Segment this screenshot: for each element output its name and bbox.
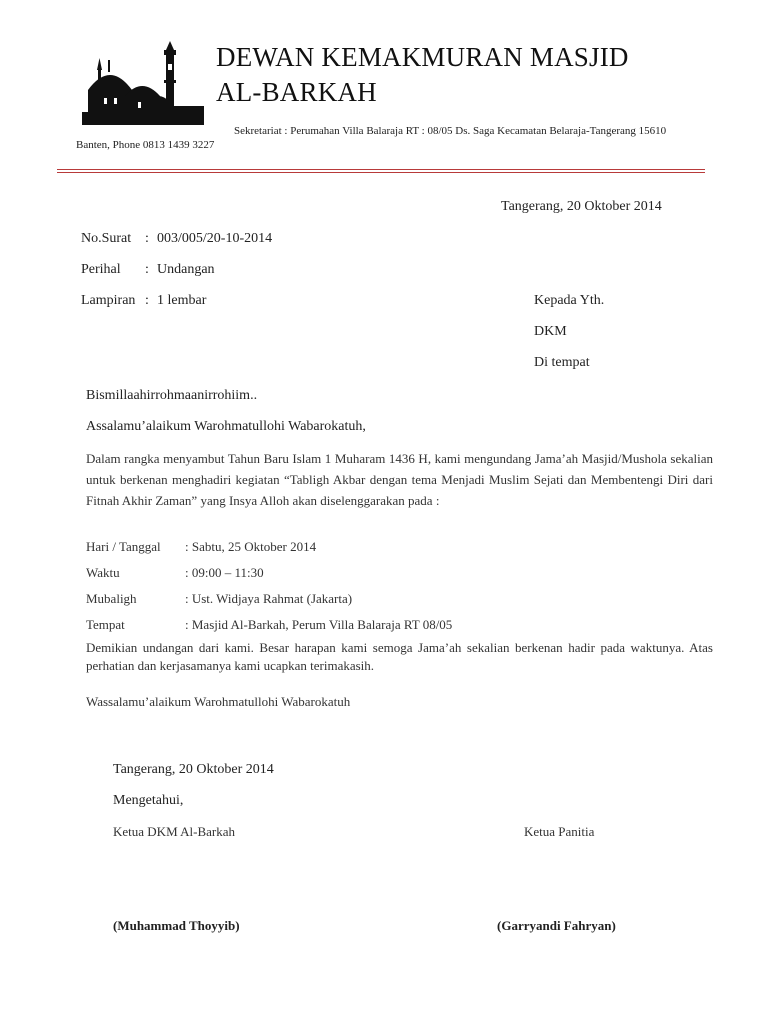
detail-value-tempat: : Masjid Al-Barkah, Perum Villa Balaraja RT 08/05 — [185, 617, 453, 632]
recipient-line3: Di tempat — [534, 355, 590, 370]
letterhead-rule-bottom — [57, 172, 705, 173]
signature-right-name: (Garryandi Fahryan) — [497, 918, 616, 933]
perihal-label: Perihal — [81, 262, 121, 277]
mosque-silhouette-icon — [80, 40, 206, 125]
lampiran-value: 1 lembar — [157, 293, 207, 308]
address-line2: Banten, Phone 0813 1439 3227 — [76, 139, 215, 151]
letter-date: Tangerang, 20 Oktober 2014 — [501, 199, 662, 214]
detail-label-waktu: Waktu — [86, 565, 120, 580]
org-name-line2: AL-BARKAH — [216, 77, 377, 107]
recipient-line2: DKM — [534, 324, 567, 339]
recipient-line1: Kepada Yth. — [534, 293, 605, 308]
signature-mengetahui: Mengetahui, — [113, 793, 184, 808]
opening-salam: Assalamu’alaikum Warohmatullohi Wabarokatuh, — [86, 419, 366, 434]
detail-label-tempat: Tempat — [86, 617, 125, 632]
detail-value-waktu: : 09:00 – 11:30 — [185, 565, 264, 580]
signature-right-title: Ketua Panitia — [524, 824, 595, 839]
perihal-sep: : — [145, 262, 149, 277]
signature-date: Tangerang, 20 Oktober 2014 — [113, 762, 274, 777]
signature-left-name: (Muhammad Thoyyib) — [113, 918, 240, 933]
org-name-line1: DEWAN KEMAKMURAN MASJID — [216, 42, 629, 72]
lampiran-label: Lampiran — [81, 293, 136, 308]
perihal-value: Undangan — [157, 262, 215, 277]
detail-label-hari: Hari / Tanggal — [86, 539, 161, 554]
no-surat-sep: : — [145, 231, 149, 246]
detail-label-mubaligh: Mubaligh — [86, 591, 137, 606]
address-line1: Sekretariat : Perumahan Villa Balaraja RT : 08/05 Ds. Saga Kecamatan Belaraja-Tangerang 15610 — [234, 125, 667, 137]
letterhead-rule-top — [57, 169, 705, 170]
detail-value-mubaligh: : Ust. Widjaya Rahmat (Jakarta) — [185, 591, 353, 606]
no-surat-value: 003/005/20-10-2014 — [157, 231, 273, 246]
closing-salam: Wassalamu’alaikum Warohmatullohi Wabarokatuh — [86, 694, 351, 709]
signature-left-title: Ketua DKM Al-Barkah — [113, 824, 236, 839]
detail-value-hari: : Sabtu, 25 Oktober 2014 — [185, 539, 317, 554]
lampiran-sep: : — [145, 293, 149, 308]
no-surat-label: No.Surat — [81, 231, 132, 246]
body-paragraph: Dalam rangka menyambut Tahun Baru Islam 1 Muharam 1436 H, kami mengundang Jama’ah Masjid/Mushola sekalian untuk berkenan menghadiri kegiatan “Tabligh Akbar dengan tema Menjadi Muslim Sejati dan Membentengi Diri dari Fitnah Akhir Zaman” yang Insya Alloh akan diselenggarakan pada : — [86, 451, 713, 508]
opening-bismillah: Bismillaahirrohmaanirrohiim.. — [86, 388, 258, 403]
closing-paragraph: Demikian undangan dari kami. Besar harapan kami semoga Jama’ah sekalian berkenan hadir pada waktunya. Atas perhatian dan kerjasamanya kami ucapkan terimakasih. — [86, 640, 713, 673]
